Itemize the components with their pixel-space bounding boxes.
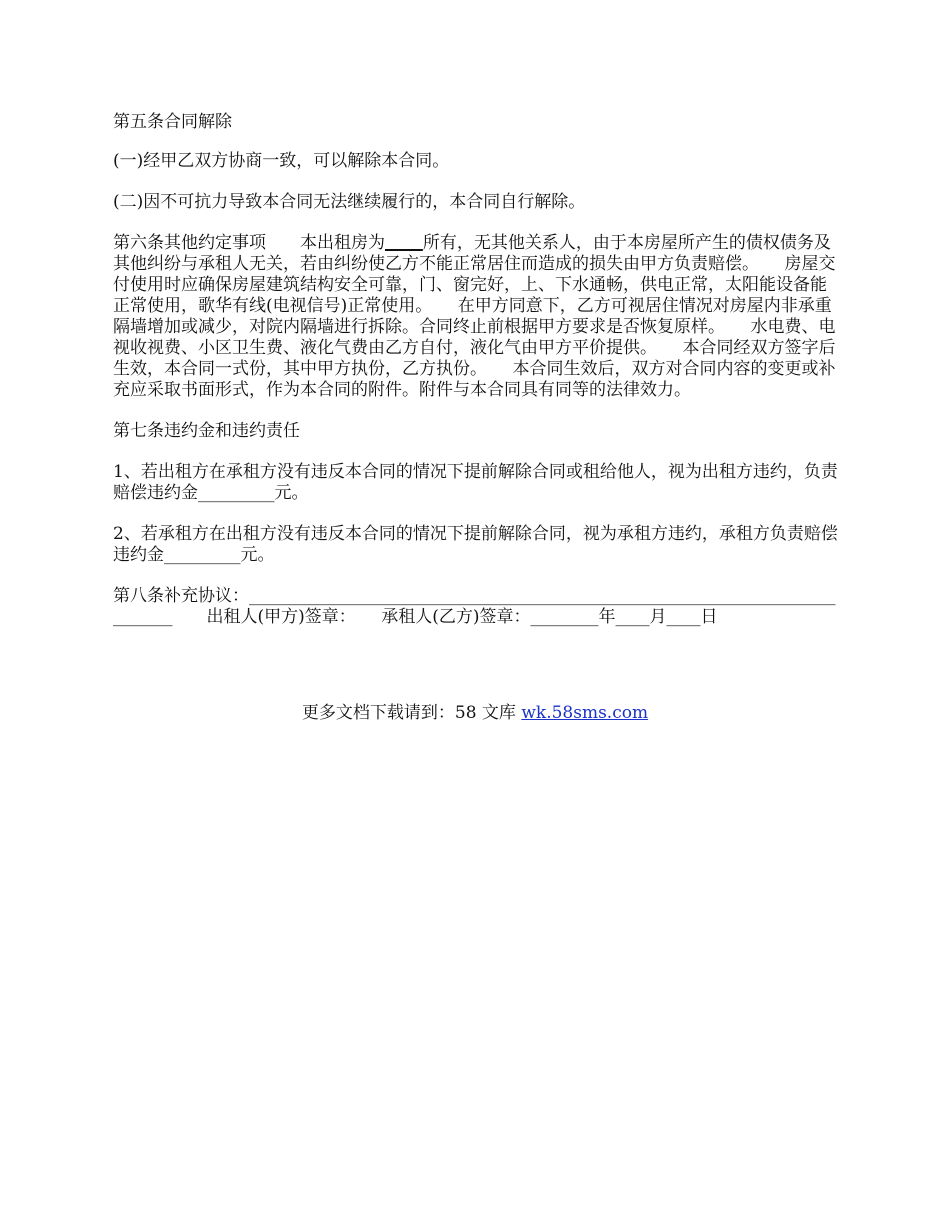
article-5-item-2: (二)因不可抗力导致本合同无法继续履行的，本合同自行解除。 [113,192,586,212]
article-6-body: 所有，无其他关系人，由于本房屋所产生的债权债务及其他纠纷与承租人无关，若由纠纷使乙方不能正常居住而造成的损失由甲方负责赔偿。 房屋交付使用时应确保房屋建筑结构安全可靠，门、窗完好，上、下水通畅，供电正常，太阳能设备能正常使用，歌华有线(电视信号)正常使用。 在甲方同意下，乙方可视居住情况对房屋内非承重隔墙增加或减少，对院内隔墙进行拆除。合同终止前根据甲方要求是否恢复原样。 水电费、电视收视费、小区卫生费、液化气费由乙方自付，液化气由甲方平价提供。 本合同经双方签字后生效，本合同一式份，其中甲方执份，乙方执份。 本合同生效后，双方对合同内容的变更或补充应采取书面形式，作为本合同的附件。附件与本合同具有同等的法律效力。 [113,233,836,400]
owner-blank [385,233,423,253]
download-footer [0,703,950,724]
article-8-signature-block: 第八条补充协议：____________________________________________________________________________ 出租人(甲方)签章： 承租人(乙方)签章：________年____月____日 [113,586,836,627]
article-7-title: 第七条违约金和违约责任 [113,421,300,441]
footer-text: 更多文档下载请到：58 文库 [301,703,522,723]
article-7-item-1: 1、若出租方在承租方没有违反本合同的情况下提前解除合同或租给他人，视为出租方违约，负责赔偿违约金_________元。 [113,462,838,503]
article-6-paragraph [113,233,843,401]
article-5-title: 第五条合同解除 [113,112,232,132]
contract-body [113,112,843,648]
footer-link[interactable]: wk.58sms.com [521,703,649,723]
article-6-lead: 第六条其他约定事项 本出租房为 [113,233,385,253]
article-5-item-1: (一)经甲乙双方协商一致，可以解除本合同。 [113,151,450,171]
article-7-item-2: 2、若承租方在出租方没有违反本合同的情况下提前解除合同，视为承租方违约，承租方负责赔偿违约金_________元。 [113,524,838,565]
